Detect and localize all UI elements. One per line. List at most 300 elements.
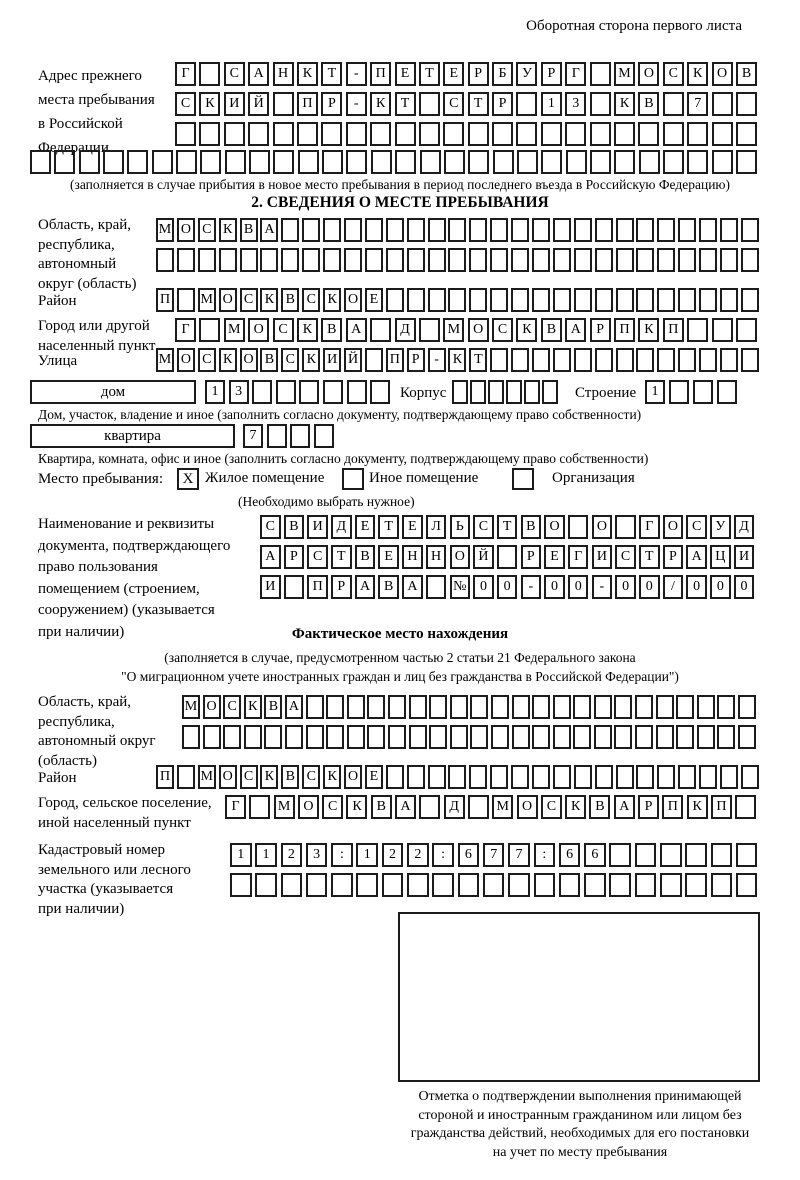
char-cell: В [736,62,757,86]
char-cell [693,380,713,404]
char-cell [497,545,518,569]
prev-address-note: (заполняется в случае прибытия в новое место пребывания в период последнего въезда в Российскую Федерацию) [69,177,731,192]
char-cell: К [323,765,341,789]
char-cell: Ц [710,545,731,569]
char-cell [367,725,385,749]
char-cell [249,795,270,819]
char-cell [635,873,657,897]
char-cell: А [395,795,416,819]
char-cell [553,218,571,242]
char-cell: С [281,348,299,372]
char-cell [386,765,404,789]
char-cell [614,725,632,749]
char-cell: О [298,795,319,819]
char-cell: А [402,575,423,599]
house-note: Дом, участок, владение и иное (заполнить согласно документу, подтверждающему право собственности) [38,407,642,422]
char-cell: Е [365,765,383,789]
char-cell: В [541,318,562,342]
char-cell: Т [639,545,660,569]
label-line: Кадастровый номер [38,842,165,858]
char-cell [386,248,404,272]
char-cell [448,218,466,242]
char-cell [407,248,425,272]
char-cell: Д [444,795,465,819]
char-cell [574,218,592,242]
char-cell [574,348,592,372]
char-cell: С [223,695,241,719]
char-cell: Г [175,62,196,86]
char-cell [290,424,310,448]
actual-region-row-2 [182,725,756,749]
char-cell: - [346,62,367,86]
char-cell: 0 [473,575,494,599]
char-cell: Й [473,545,494,569]
char-cell: П [370,62,391,86]
char-cell [660,843,682,867]
organization-checkbox [512,468,534,490]
char-cell [470,380,486,404]
char-cell [370,122,391,146]
char-cell [429,725,447,749]
char-cell: 1 [205,380,225,404]
char-cell: К [346,795,367,819]
char-cell: К [638,318,659,342]
char-cell: К [448,348,466,372]
char-cell [656,695,674,719]
char-cell [443,122,464,146]
char-cell [678,248,696,272]
char-cell [30,150,51,174]
char-cell: Е [355,515,376,539]
char-cell: О [177,348,195,372]
char-cell: Е [402,515,423,539]
char-cell [687,122,708,146]
char-cell [532,348,550,372]
char-cell [490,248,508,272]
char-cell [676,725,694,749]
label-line: Город или другой [38,318,150,334]
char-cell [660,873,682,897]
organization-option-label: Организация [552,470,635,486]
char-cell [470,695,488,719]
char-cell [712,150,733,174]
actual-district-label: Район [38,770,77,786]
char-cell: В [589,795,610,819]
char-cell: О [248,318,269,342]
label-line: автономный [38,256,117,272]
char-cell [657,218,675,242]
char-cell [225,150,246,174]
char-cell: М [614,62,635,86]
label-line: населенный пункт [38,337,156,354]
char-cell: К [614,92,635,116]
char-cell: 0 [568,575,589,599]
char-cell [469,248,487,272]
char-cell [152,150,173,174]
label-line: Город, сельское поселение, [38,795,212,811]
char-cell [712,92,733,116]
char-cell [636,348,654,372]
char-cell [542,380,558,404]
char-cell [720,765,738,789]
char-cell: Т [378,515,399,539]
char-cell [298,150,319,174]
char-cell: 3 [565,92,586,116]
char-cell [553,348,571,372]
char-cell [323,380,343,404]
prev-address-row-1 [175,62,757,86]
char-cell: - [428,348,446,372]
char-cell [616,248,634,272]
char-cell: А [260,218,278,242]
char-cell: Н [426,545,447,569]
char-cell [314,424,334,448]
char-cell: О [344,765,362,789]
label-line: документа, подтверждающего [38,537,231,554]
char-cell [407,288,425,312]
char-cell [738,695,756,719]
char-cell: О [712,62,733,86]
char-cell: О [592,515,613,539]
char-cell [614,122,635,146]
apartment-number-row [243,424,334,448]
char-cell [347,380,367,404]
char-cell [511,765,529,789]
char-cell [199,318,220,342]
char-cell [448,765,466,789]
char-cell [712,318,733,342]
char-cell [468,150,489,174]
char-cell [717,695,735,719]
char-cell [444,150,465,174]
char-cell [559,873,581,897]
char-cell: 3 [306,843,328,867]
char-cell [323,248,341,272]
char-cell [420,150,441,174]
char-cell: И [592,545,613,569]
char-cell: С [473,515,494,539]
char-cell [468,122,489,146]
char-cell: Р [331,575,352,599]
char-cell: А [686,545,707,569]
char-cell: 0 [734,575,755,599]
label-line: Отметка о подтверждении выполнения принимающей [418,1089,742,1104]
char-cell: : [432,843,454,867]
char-cell: С [260,515,281,539]
char-cell [636,248,654,272]
char-cell: : [331,843,353,867]
char-cell [573,725,591,749]
cadastral-row-2 [230,873,757,897]
document-row-2 [260,545,754,569]
char-cell: О [219,765,237,789]
char-cell [450,725,468,749]
char-cell: В [284,515,305,539]
char-cell: 1 [230,843,252,867]
char-cell: Г [225,795,246,819]
char-cell [428,765,446,789]
district-label: Район [38,293,77,309]
char-cell [553,248,571,272]
char-cell [594,695,612,719]
char-cell [344,218,362,242]
char-cell: Р [663,545,684,569]
stay-place-label: Место пребывания: [38,471,163,487]
char-cell: 2 [281,843,303,867]
char-cell [281,873,303,897]
char-cell: 6 [559,843,581,867]
char-cell [452,380,468,404]
char-cell [365,348,383,372]
char-cell [636,288,654,312]
char-cell: С [240,288,258,312]
char-cell: Н [273,62,294,86]
char-cell [371,150,392,174]
char-cell [573,695,591,719]
region-label [38,216,136,294]
char-cell: Л [426,515,447,539]
char-cell [574,288,592,312]
char-cell [676,695,694,719]
char-cell [264,725,282,749]
char-cell: С [541,795,562,819]
char-cell: Т [419,62,440,86]
char-cell [223,725,241,749]
korpus-label: Корпус [400,385,447,401]
char-cell [516,92,537,116]
label-line: (заполняется в случае, предусмотренном частью 2 статьи 21 Федерального закона [164,650,636,665]
char-cell [590,122,611,146]
char-cell: 3 [229,380,249,404]
char-cell: П [662,795,683,819]
char-cell: Т [395,92,416,116]
char-cell [656,725,674,749]
char-cell: И [734,545,755,569]
char-cell: В [264,695,282,719]
char-cell: П [156,765,174,789]
label-line: автономный округ [38,733,156,749]
char-cell [657,288,675,312]
char-cell: В [371,795,392,819]
char-cell [506,380,522,404]
char-cell [249,150,270,174]
char-cell [429,695,447,719]
char-cell [516,122,537,146]
char-cell [553,725,571,749]
char-cell [388,695,406,719]
char-cell [458,873,480,897]
stay-place-note: (Необходимо выбрать нужное) [238,494,415,509]
char-cell [720,248,738,272]
char-cell [306,725,324,749]
char-cell [488,380,504,404]
char-cell: 6 [458,843,480,867]
char-cell [574,765,592,789]
char-cell [657,765,675,789]
char-cell [224,122,245,146]
char-cell [657,348,675,372]
char-cell: О [663,515,684,539]
char-cell: : [534,843,556,867]
char-cell [382,873,404,897]
char-cell: С [322,795,343,819]
char-cell [741,348,759,372]
char-cell [595,348,613,372]
char-cell: Т [331,545,352,569]
stroenie-label: Строение [575,385,637,401]
char-cell [616,765,634,789]
char-cell [255,873,277,897]
document-row-1 [260,515,754,539]
char-cell: Д [395,318,416,342]
char-cell [635,843,657,867]
char-cell [419,92,440,116]
char-cell: А [248,62,269,86]
char-cell [365,218,383,242]
char-cell [574,248,592,272]
char-cell: И [323,348,341,372]
char-cell [344,248,362,272]
label-line: республика, [38,236,115,253]
char-cell: С [240,765,258,789]
char-cell [720,348,738,372]
char-cell [302,248,320,272]
char-cell: Т [321,62,342,86]
label-line: Область, край, [38,694,132,710]
char-cell [175,122,196,146]
char-cell: Е [378,545,399,569]
char-cell: С [175,92,196,116]
label-line: республика, [38,713,115,730]
char-cell [492,122,513,146]
char-cell [736,318,757,342]
char-cell [517,150,538,174]
char-cell [512,695,530,719]
char-cell: О [219,288,237,312]
char-cell: М [156,218,174,242]
char-cell: К [687,62,708,86]
char-cell [79,150,100,174]
house-number-row [205,380,390,404]
char-cell [326,695,344,719]
char-cell [281,248,299,272]
korpus-row [452,380,558,404]
char-cell [736,122,757,146]
label-line: иной населенный пункт [38,814,191,831]
char-cell [663,150,684,174]
char-cell: С [198,218,216,242]
char-cell: О [544,515,565,539]
char-cell [302,218,320,242]
char-cell: В [281,765,299,789]
char-cell: 0 [639,575,660,599]
char-cell [697,695,715,719]
char-cell: 7 [508,843,530,867]
char-cell: 0 [497,575,518,599]
char-cell: В [281,288,299,312]
char-cell: А [355,575,376,599]
char-cell [428,248,446,272]
char-cell [230,873,252,897]
char-cell: Г [639,515,660,539]
char-cell [735,795,756,819]
char-cell: П [307,575,328,599]
char-cell [367,695,385,719]
char-cell [615,515,636,539]
char-cell: А [285,695,303,719]
char-cell: М [492,795,513,819]
char-cell [720,288,738,312]
char-cell: Ь [450,515,471,539]
char-cell: С [307,545,328,569]
char-cell [595,765,613,789]
char-cell [156,248,174,272]
char-cell: М [443,318,464,342]
char-cell [395,150,416,174]
char-cell: С [198,348,216,372]
char-cell [595,288,613,312]
char-cell [590,150,611,174]
char-cell: И [307,515,328,539]
label-line: "О миграционном учете иностранных граждан и лиц без гражданства в Российской Федерации") [121,668,679,684]
char-cell [388,725,406,749]
char-cell: 1 [541,92,562,116]
char-cell [285,725,303,749]
char-cell [532,695,550,719]
char-cell [331,873,353,897]
char-cell [276,380,296,404]
char-cell [511,218,529,242]
char-cell: С [273,318,294,342]
char-cell [395,122,416,146]
char-cell [306,873,328,897]
char-cell: Т [469,348,487,372]
char-cell [409,725,427,749]
char-cell: Р [492,92,513,116]
char-cell [741,218,759,242]
char-cell: Б [492,62,513,86]
char-cell [267,424,287,448]
char-cell: 0 [615,575,636,599]
char-cell [687,150,708,174]
char-cell [616,348,634,372]
char-cell: - [521,575,542,599]
char-cell [470,725,488,749]
char-cell [678,348,696,372]
char-cell [738,725,756,749]
char-cell [490,288,508,312]
char-cell: К [219,218,237,242]
char-cell [636,218,654,242]
char-cell: - [592,575,613,599]
char-cell: 2 [382,843,404,867]
char-cell [419,318,440,342]
char-cell [182,725,200,749]
char-cell: В [378,575,399,599]
char-cell [532,765,550,789]
char-cell [490,348,508,372]
char-cell [273,92,294,116]
char-cell [736,92,757,116]
char-cell [281,218,299,242]
label-line: Область, край, [38,217,132,233]
char-cell [199,62,220,86]
char-cell [203,725,221,749]
char-cell [616,218,634,242]
char-cell [532,725,550,749]
char-cell: Е [395,62,416,86]
char-cell [273,122,294,146]
